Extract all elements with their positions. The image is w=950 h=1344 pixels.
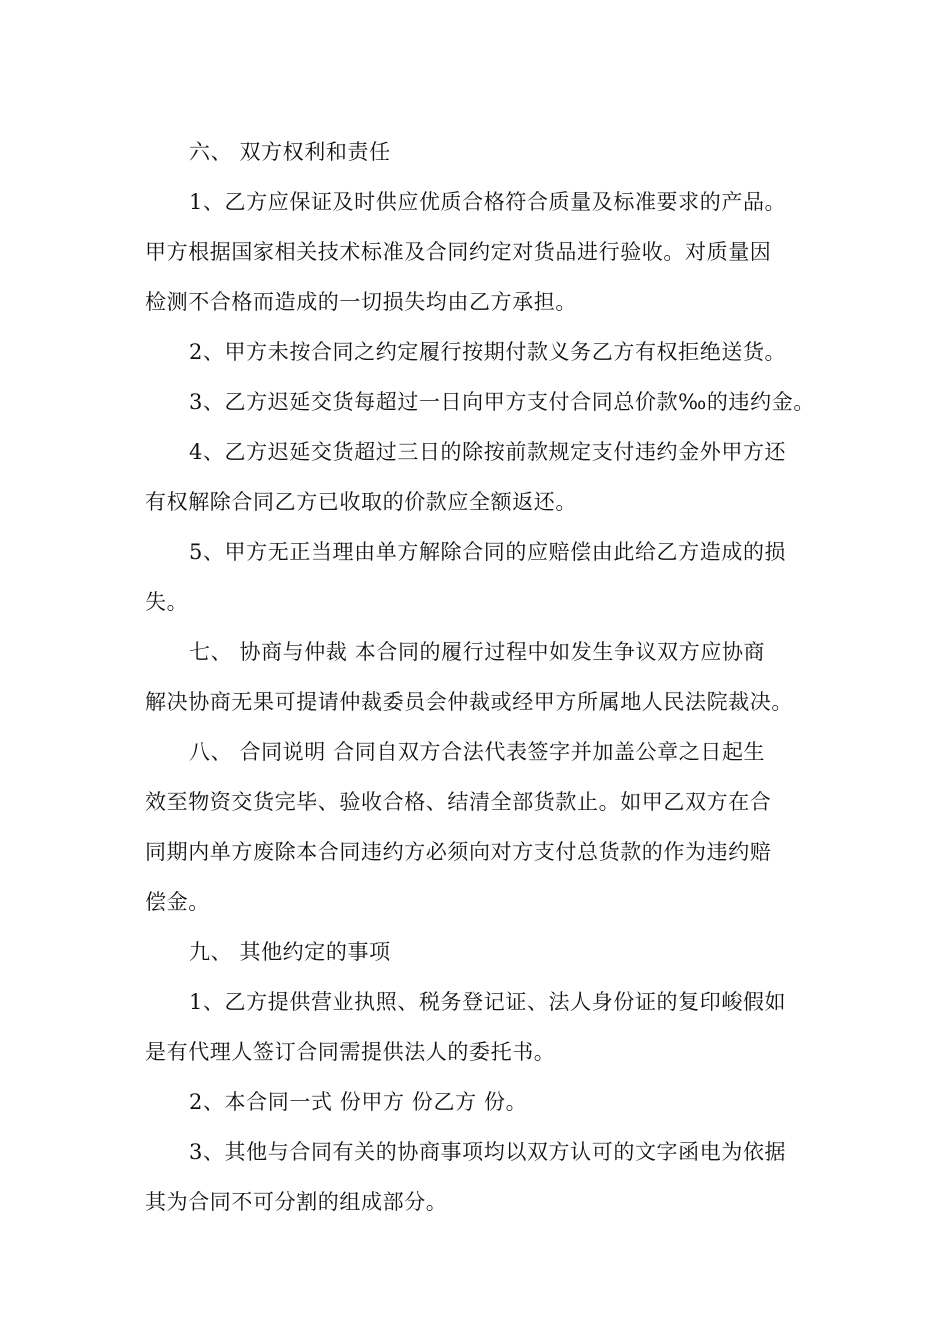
paragraph-line: 1、乙方提供营业执照、税务登记证、法人身份证的复印峻假如 [189,990,787,1014]
paragraph-line: 5、甲方无正当理由单方解除合同的应赔偿由此给乙方造成的损 [189,540,787,564]
paragraph-line: 3、其他与合同有关的协商事项均以双方认可的文字函电为依据 [189,1140,787,1164]
paragraph-line: 同期内单方废除本合同违约方必须向对方支付总货款的作为违约赔 [145,840,772,864]
paragraph-line: 3、乙方迟延交货每超过一日向甲方支付合同总价款‰的违约金。 [189,390,815,414]
paragraph-line: 其为合同不可分割的组成部分。 [145,1190,448,1214]
paragraph-line: 效至物资交货完毕、验收合格、结清全部货款止。如甲乙双方在合 [145,790,772,814]
paragraph-line: 2、本合同一式 份甲方 份乙方 份。 [189,1090,528,1114]
paragraph-line: 检测不合格而造成的一切损失均由乙方承担。 [145,290,577,314]
paragraph-line: 2、甲方未按合同之约定履行按期付款义务乙方有权拒绝送货。 [189,340,787,364]
paragraph-line: 1、乙方应保证及时供应优质合格符合质量及标准要求的产品。 [189,190,787,214]
section-heading-6: 六、 双方权利和责任 [189,140,391,164]
paragraph-line: 4、乙方迟延交货超过三日的除按前款规定支付违约金外甲方还 [189,440,787,464]
paragraph-line: 有权解除合同乙方已收取的价款应全额返还。 [145,490,577,514]
paragraph-line: 解决协商无果可提请仲裁委员会仲裁或经甲方所属地人民法院裁决。 [145,690,793,714]
section-heading-8: 八、 合同说明 合同自双方合法代表签字并加盖公章之日起生 [189,740,766,764]
paragraph-line: 甲方根据国家相关技术标准及合同约定对货品进行验收。对质量因 [145,240,772,264]
paragraph-line: 失。 [145,590,189,614]
paragraph-line: 偿金。 [145,890,210,914]
section-heading-9: 九、 其他约定的事项 [189,940,391,964]
section-heading-7: 七、 协商与仲裁 本合同的履行过程中如发生争议双方应协商 [189,640,766,664]
paragraph-line: 是有代理人签订合同需提供法人的委托书。 [145,1040,556,1064]
